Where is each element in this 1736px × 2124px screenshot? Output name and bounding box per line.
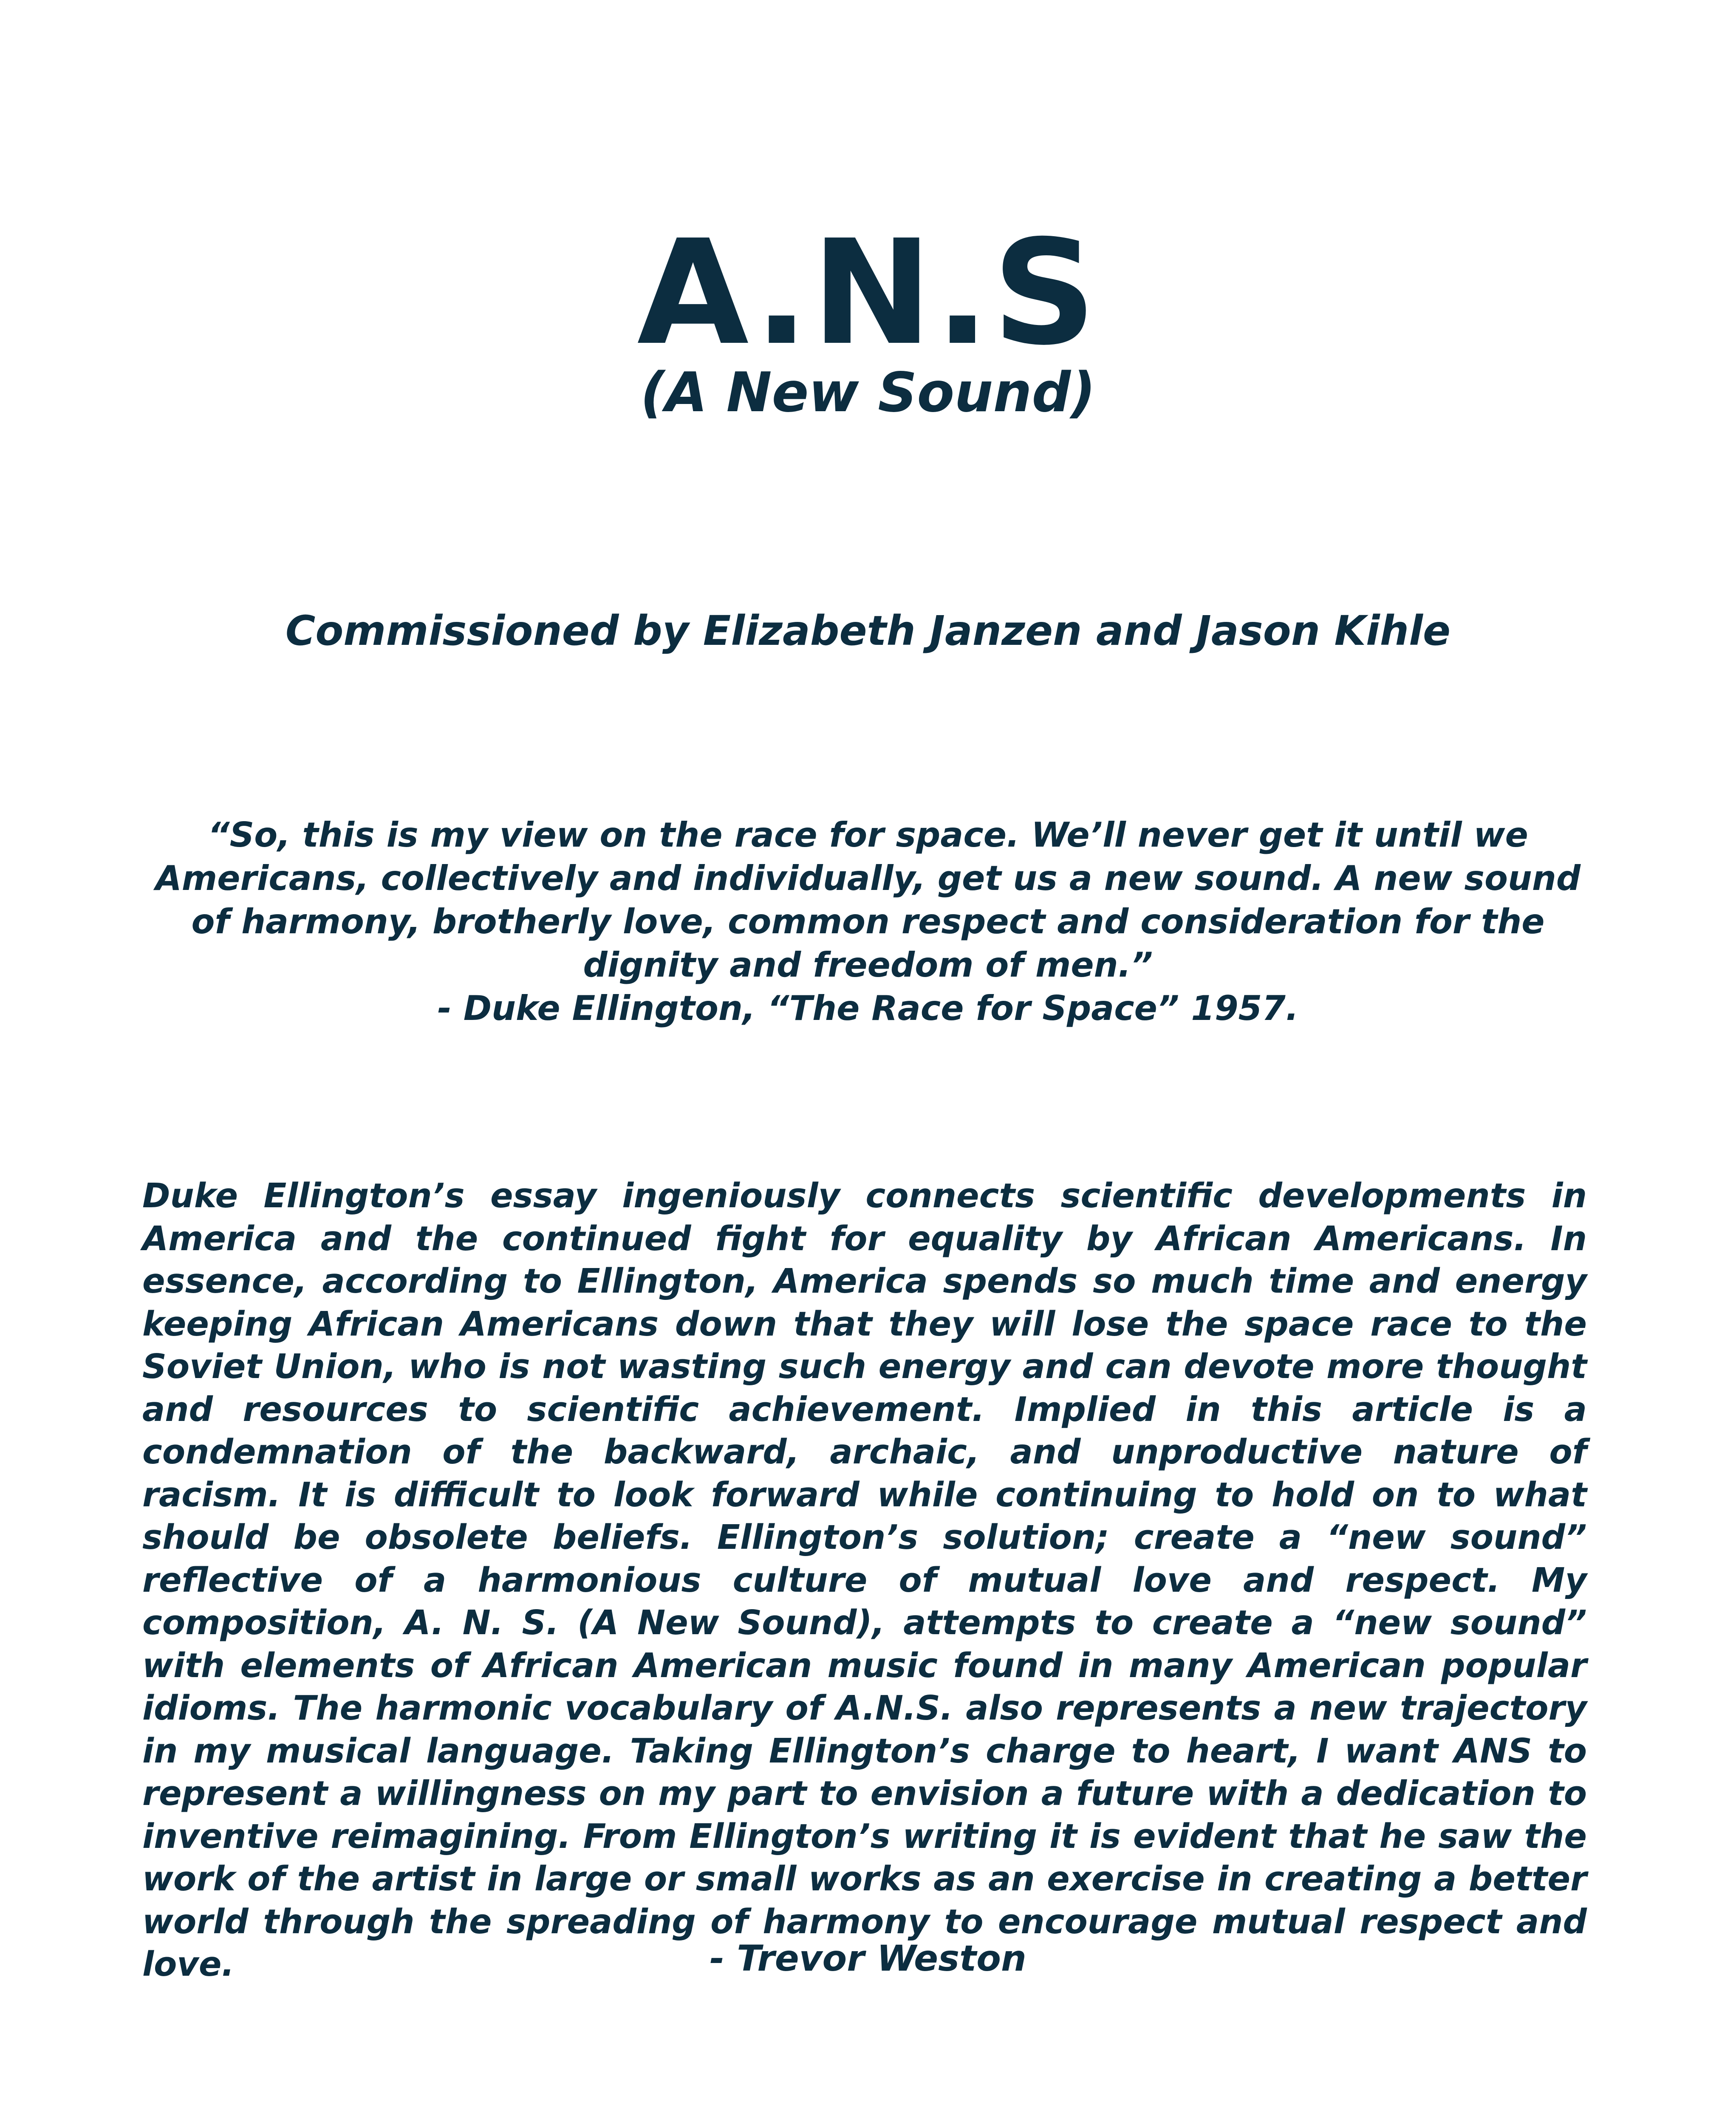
epigraph-quote — [140, 813, 1596, 1030]
page-title: A.N.S — [637, 209, 1099, 377]
commission-line: Commissioned by Elizabeth Janzen and Jason Kihle — [285, 607, 1451, 655]
author-signature: - Trevor Weston — [710, 1938, 1026, 1979]
quote-text: “So, this is my view on the race for space. We’ll never get it until we Americans, collectively and individually, get us a new sound. A new sound of harmony, brotherly love, common respect and consideration for the dignity and freedom of men.” — [155, 815, 1581, 985]
page-subtitle: (A New Sound) — [640, 361, 1096, 424]
quote-attribution: - Duke Ellington, “The Race for Space” 1957. — [437, 989, 1299, 1028]
program-note-paragraph: Duke Ellington’s essay ingeniously connects scientific developments in America and the continued fight for equality by African Americans. In essence, according to Ellington, America spends so much time and energy keeping African Americans down that they will lose the space race to the Soviet Union, who is not wasting such energy and can devote more thought and resources to scientific achievement. Implied in this article is a condemnation of the backward, archaic, and unproductive nature of racism. It is difficult to look forward while continuing to hold on to what should be obsolete beliefs. Ellington’s solution; create a “new sound” reflective of a harmonious culture of mutual love and respect. My composition, A. N. S. (A New Sound), attempts to create a “new sound” with elements of African American music found in many American popular idioms. The harmonic vocabulary of A.N.S. also represents a new trajectory in my musical language. Taking Ellington’s charge to heart, I want ANS to represent a willingness on my part to envision a future with a dedication to inventive reimagining. From Ellington’s writing it is evident that he saw the work of the artist in large or small works as an exercise in creating a better world through the spreading of harmony to encourage mutual respect and love. — [142, 1176, 1587, 1984]
